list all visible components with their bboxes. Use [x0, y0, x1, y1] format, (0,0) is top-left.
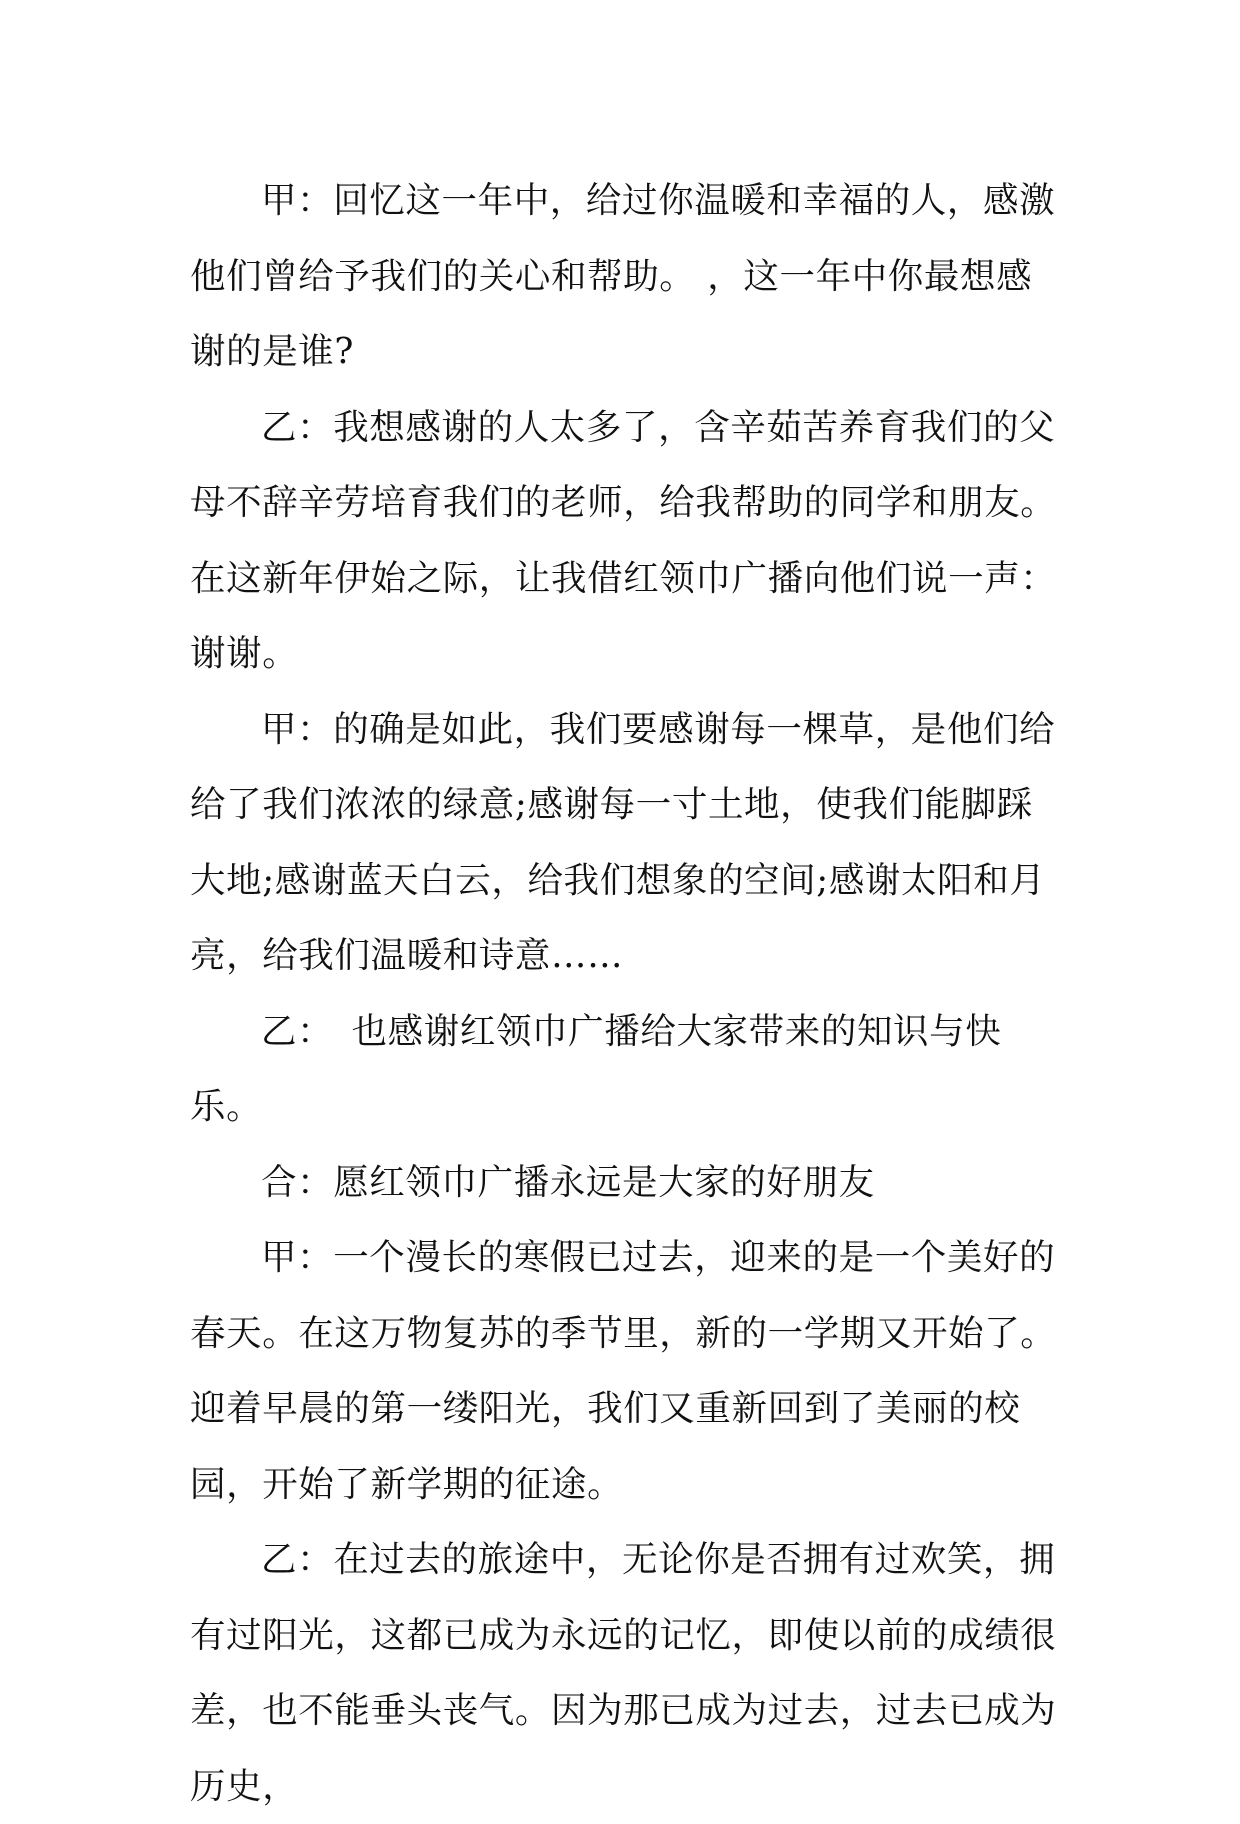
document-body — [190, 163, 1062, 1824]
paragraph-3: 甲：的确是如此，我们要感谢每一棵草，是他们给给了我们浓浓的绿意;感谢每一寸土地，使我们能脚踩大地;感谢蓝天白云，给我们想象的空间;感谢太阳和月亮，给我们温暖和诗意…… — [190, 708, 1056, 976]
paragraph-4: 乙： 也感谢红领巾广播给大家带来的知识与快乐。 — [190, 1010, 1002, 1127]
paragraph-5: 合：愿红领巾广播永远是大家的好朋友 — [261, 1161, 875, 1203]
paragraph-7: 乙：在过去的旅途中，无论你是否拥有过欢笑，拥有过阳光，这都已成为永远的记忆，即使以前的成绩很差，也不能垂头丧气。因为那已成为过去，过去已成为历史， — [190, 1539, 1057, 1807]
paragraph-2: 乙：我想感谢的人太多了，含辛茹苦养育我们的父母不辞辛劳培育我们的老师，给我帮助的同学和朋友。在这新年伊始之际，让我借红领巾广播向他们说一声：谢谢。 — [190, 406, 1057, 674]
paragraph-1: 甲：回忆这一年中，给过你温暖和幸福的人，感激他们曾给予我们的关心和帮助。 ，这一年中你最想感谢的是谁? — [190, 180, 1056, 372]
paragraph-6: 甲：一个漫长的寒假已过去，迎来的是一个美好的春天。在这万物复苏的季节里，新的一学期又开始了。迎着早晨的第一缕阳光，我们又重新回到了美丽的校园，开始了新学期的征途。 — [190, 1237, 1057, 1505]
